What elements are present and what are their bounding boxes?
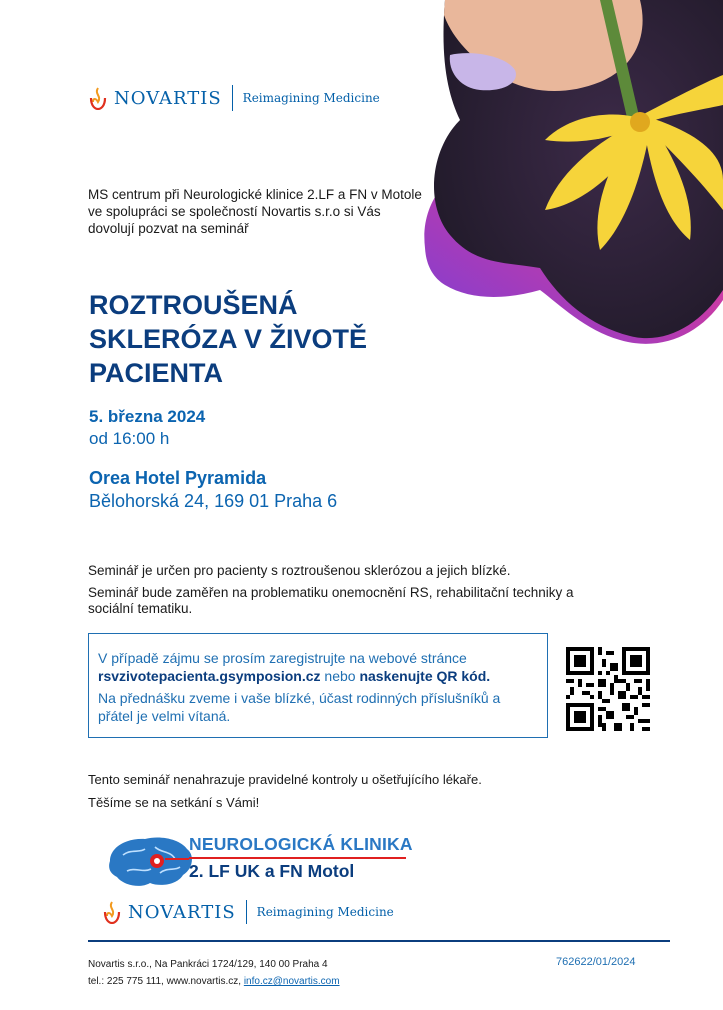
- venue-address: Bělohorská 24, 169 01 Praha 6: [89, 491, 338, 511]
- clinic-divider: [189, 857, 406, 859]
- novartis-tagline: Reimagining Medicine: [242, 91, 380, 105]
- logo-divider: [232, 85, 233, 111]
- footer-divider: [88, 940, 670, 942]
- description-paragraph: Seminář je určen pro pacienty s roztroušenou sklerózou a jejich blízké.: [88, 563, 511, 578]
- closing-line: Těšíme se na setkání s Vámi!: [88, 795, 260, 810]
- event-venue: [89, 467, 337, 513]
- closing-text: [88, 768, 482, 814]
- registration-text: [98, 650, 538, 685]
- intro-line: dovolují pozvat na seminář: [88, 221, 249, 236]
- seminar-title: [89, 288, 367, 390]
- footer-email-link[interactable]: info.cz@novartis.com: [243, 976, 340, 987]
- intro-text: [88, 186, 468, 237]
- novartis-flame-icon: [88, 86, 108, 110]
- footer-contact: tel.: 225 775 111, www.novartis.cz,: [88, 976, 244, 987]
- event-time: od 16:00 h: [89, 429, 170, 448]
- novartis-wordmark: NOVARTIS: [114, 87, 222, 109]
- description-paragraph: Seminář bude zaměřen na problematiku onemocnění RS, rehabilitační techniky a sociální tematiku.: [88, 585, 574, 616]
- footer-address: [88, 956, 340, 990]
- logo-divider: [246, 900, 247, 924]
- registration-link[interactable]: rsvzivotepacienta.gsymposion.cz: [98, 667, 321, 684]
- registration-line1: V případě zájmu se prosím zaregistrujte na webové stránce: [98, 650, 467, 666]
- seminar-description: [88, 563, 628, 623]
- footer-contact-line: [88, 973, 340, 990]
- clinic-name: NEUROLOGICKÁ KLINIKA: [189, 834, 413, 854]
- title-line: PACIENTA: [89, 358, 223, 388]
- novartis-flame-icon: [102, 900, 122, 924]
- intro-line: ve spolupráci se společností Novartis s.r.o si Vás: [88, 204, 381, 219]
- title-line: SKLERÓZA V ŽIVOTĚ: [89, 324, 368, 354]
- event-date: [89, 406, 205, 450]
- closing-line: Tento seminář nenahrazuje pravidelné kontroly u ošetřujícího lékaře.: [88, 772, 482, 787]
- novartis-logo-bottom: [102, 898, 394, 926]
- intro-line: MS centrum při Neurologické klinice 2.LF a FN v Motole: [88, 187, 422, 202]
- venue-name: Orea Hotel Pyramida: [89, 468, 267, 488]
- registration-scan: naskenujte QR kód.: [359, 667, 491, 684]
- event-day: 5. března 2024: [89, 407, 206, 426]
- qr-code[interactable]: [566, 647, 650, 731]
- novartis-wordmark: NOVARTIS: [128, 901, 236, 923]
- clinic-subtitle: 2. LF UK a FN Motol: [189, 861, 355, 881]
- registration-or: nebo: [320, 667, 360, 684]
- footer-address-line: Novartis s.r.o., Na Pankráci 1724/129, 140 00 Praha 4: [88, 959, 328, 970]
- registration-box: [88, 633, 548, 738]
- document-code: 762622/01/2024: [556, 956, 636, 968]
- novartis-tagline: Reimagining Medicine: [256, 905, 394, 919]
- novartis-logo: [88, 84, 380, 112]
- title-line: ROZTROUŠENÁ: [89, 290, 298, 320]
- registration-invite: Na přednášku zveme i vaše blízké, účast rodinných příslušníků a přátel je velmi vítaná.: [98, 690, 501, 724]
